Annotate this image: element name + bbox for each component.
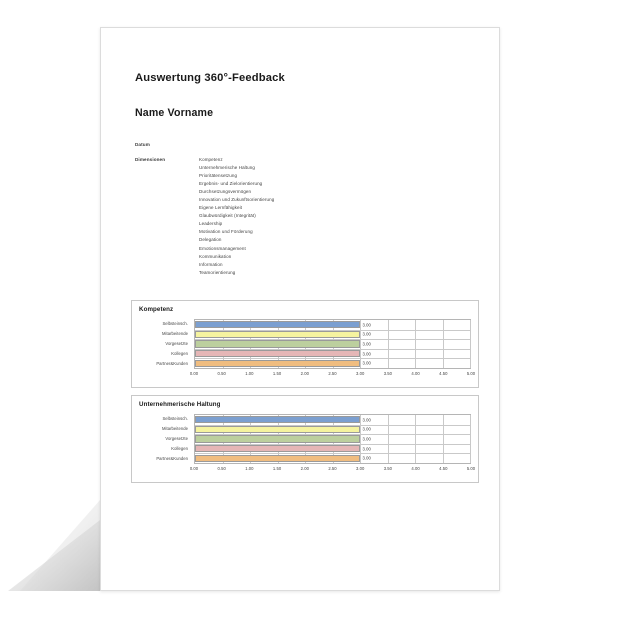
- dimension-item: Emotionsmanagement: [199, 245, 246, 251]
- x-tick-label: 1.50: [272, 466, 282, 471]
- chart-panel-kompetenz: [131, 300, 479, 388]
- dimension-item: Ergebnis- und Zielorientierung: [199, 181, 263, 187]
- bar: [195, 331, 360, 338]
- bar: [195, 321, 360, 328]
- chart-plot-wrapper: [139, 319, 476, 381]
- bar-row: [195, 425, 470, 435]
- dimension-item: Unternehmerische Haltung: [199, 165, 255, 171]
- document-page: [100, 27, 500, 591]
- category-label: Vorgesetzte: [165, 436, 188, 441]
- category-label: Partner&Kunden: [156, 456, 188, 461]
- plot-area: [194, 414, 471, 464]
- category-axis-labels: [139, 319, 191, 369]
- bar-value-label: 3.00: [362, 455, 371, 461]
- x-tick-label: 3.50: [383, 466, 393, 471]
- gridline-vertical: [470, 415, 471, 463]
- x-tick-label: 0.00: [189, 371, 199, 376]
- dimension-item: Glaubwürdigkeit (Integrität): [199, 213, 256, 219]
- bar-row: [195, 453, 470, 463]
- chart-title: Kompetenz: [139, 306, 174, 313]
- category-label: Mitarbeitende: [161, 331, 188, 336]
- bar-value-label: 3.00: [362, 446, 371, 452]
- x-tick-label: 2.00: [300, 371, 309, 376]
- plot-area: [194, 319, 471, 369]
- dimension-item: Kommunikation: [199, 253, 232, 259]
- x-tick-label: 2.50: [328, 371, 337, 376]
- chart-plot-wrapper: [139, 414, 476, 476]
- bar-value-label: 3.00: [362, 426, 371, 432]
- dimension-item: Motivation und Förderung: [199, 229, 253, 235]
- dimension-list: [199, 156, 449, 277]
- x-axis-ticks: [189, 465, 476, 475]
- category-label: Mitarbeitende: [161, 426, 188, 431]
- category-label: Vorgesetzte: [165, 341, 188, 346]
- chart-panel-unternehmerische-haltung: [131, 395, 479, 483]
- bar-row: [195, 434, 470, 444]
- category-label: Partner&Kunden: [156, 361, 188, 366]
- bar-row: [195, 444, 470, 454]
- bars-layer: [195, 415, 470, 463]
- bar: [195, 340, 360, 347]
- x-axis-ticks: [189, 370, 476, 380]
- page-title: Auswertung 360°-Feedback: [135, 72, 285, 84]
- x-tick-label: 0.00: [189, 466, 199, 471]
- x-tick-label: 1.00: [245, 466, 254, 471]
- bar-value-label: 3.00: [362, 360, 371, 366]
- bar: [195, 426, 360, 433]
- dimension-item: Prioritätensetzung: [199, 173, 238, 179]
- x-tick-label: 0.50: [217, 466, 226, 471]
- category-axis-labels: [139, 414, 191, 464]
- bar-value-label: 3.00: [362, 331, 371, 337]
- bar-value-label: 3.00: [362, 351, 371, 357]
- x-tick-label: 1.50: [272, 371, 282, 376]
- x-tick-label: 1.00: [245, 371, 254, 376]
- dimension-item: Information: [199, 261, 223, 267]
- dimension-item: Innovation und Zukunftsorientierung: [199, 197, 275, 203]
- bar-row: [195, 415, 470, 425]
- datum-label: Datum: [135, 142, 150, 147]
- bar-row: [195, 320, 470, 330]
- x-tick-label: 5.00: [466, 371, 476, 376]
- bar-row: [195, 330, 470, 340]
- category-label: Kollegen: [171, 351, 188, 356]
- dimension-item: Kompetenz: [199, 157, 223, 162]
- bar-value-label: 3.00: [362, 341, 371, 347]
- x-tick-label: 3.00: [356, 466, 365, 471]
- bar-row: [195, 358, 470, 368]
- x-tick-label: 4.00: [411, 371, 420, 376]
- dimension-item: Teamorientierung: [199, 269, 236, 275]
- bar-row: [195, 339, 470, 349]
- bar: [195, 455, 360, 462]
- dimension-item: Durchsetzungsvermögen: [199, 189, 252, 195]
- category-label: Selbsteinsch.: [162, 416, 188, 421]
- bar-row: [195, 349, 470, 359]
- dimension-item: Delegation: [199, 237, 222, 243]
- bar: [195, 360, 360, 367]
- page-subtitle: Name Vorname: [135, 107, 214, 119]
- chart-title: Unternehmerische Haltung: [139, 401, 221, 408]
- bar: [195, 350, 360, 357]
- category-label: Kollegen: [171, 446, 188, 451]
- x-tick-label: 4.00: [411, 466, 420, 471]
- x-tick-label: 0.50: [217, 371, 226, 376]
- bar-value-label: 3.00: [362, 436, 371, 442]
- bar-value-label: 3.00: [362, 417, 371, 423]
- x-tick-label: 5.00: [466, 466, 476, 471]
- bars-layer: [195, 320, 470, 368]
- dimension-item: Leadership: [199, 221, 223, 227]
- x-tick-label: 4.50: [439, 466, 448, 471]
- bar: [195, 435, 360, 442]
- gridline-vertical: [470, 320, 471, 368]
- dimension-item: Eigene Lernfähigkeit: [199, 205, 243, 211]
- x-tick-label: 4.50: [439, 371, 448, 376]
- bar: [195, 445, 360, 452]
- category-label: Selbsteinsch.: [162, 321, 188, 326]
- x-tick-label: 3.00: [356, 371, 365, 376]
- x-tick-label: 3.50: [383, 371, 393, 376]
- bar-value-label: 3.00: [362, 322, 371, 328]
- bar: [195, 416, 360, 423]
- x-tick-label: 2.50: [328, 466, 337, 471]
- x-tick-label: 2.00: [300, 466, 309, 471]
- dimensionen-label: Dimensionen: [135, 157, 166, 162]
